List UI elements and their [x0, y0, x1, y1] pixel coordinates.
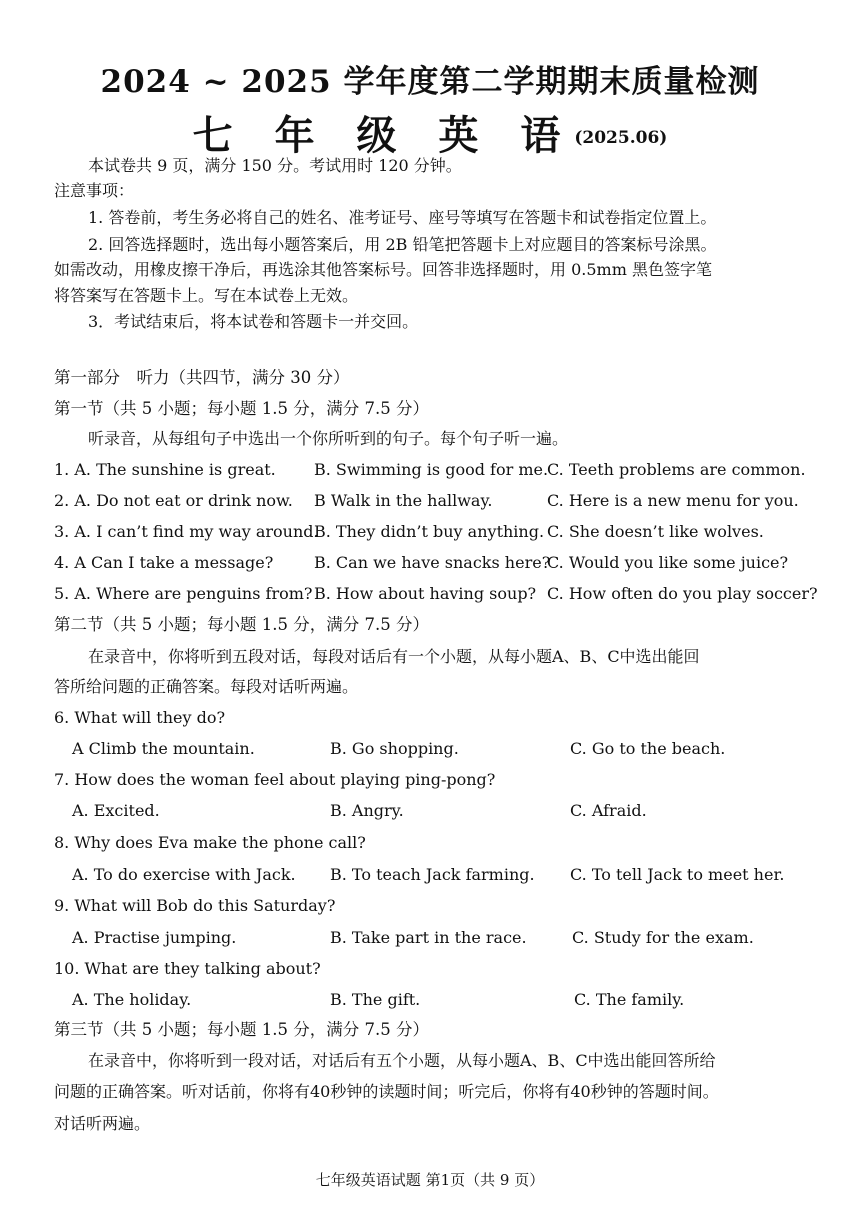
q7-option-b: B. Angry.: [330, 801, 404, 820]
q5-option-b: B. How about having soup?: [314, 584, 537, 603]
q3-option-b: B. They didn’t buy anything.: [314, 522, 545, 541]
q6-stem: 6. What will they do?: [54, 708, 226, 727]
q6-option-c: C. Go to the beach.: [570, 739, 726, 758]
q6-option-b: B. Go shopping.: [330, 739, 459, 758]
section3-instruction: 在录音中，你将听到一段对话，对话后有五个小题，从每小题A、B、C中选出能回答所给: [88, 1051, 716, 1070]
subject-title: [0, 104, 860, 161]
q5-option-c: C. How often do you play soccer?: [547, 584, 818, 603]
section3-title: 第三节（共 5 小题；每小题 1.5 分，满分 7.5 分）: [54, 1020, 429, 1039]
q4-option-c: C. Would you like some juice?: [547, 553, 789, 572]
q8-option-a: A. To do exercise with Jack.: [72, 865, 296, 884]
section2-instruction-cont: 答所给问题的正确答案。每段对话听两遍。: [54, 677, 359, 696]
notice-title: 注意事项：: [54, 181, 135, 200]
section1-title: 第一节（共 5 小题；每小题 1.5 分，满分 7.5 分）: [54, 399, 429, 418]
notice-item-2-cont2: 将答案写在答题卡上。写在本试卷上无效。: [54, 286, 359, 305]
q9-stem: 9. What will Bob do this Saturday?: [54, 896, 336, 915]
q3-option-a: 3. A. I can’t find my way around.: [54, 522, 319, 541]
q7-option-c: C. Afraid.: [570, 801, 647, 820]
part1-title: 第一部分 听力（共四节，满分 30 分）: [54, 368, 350, 387]
section2-instruction: 在录音中，你将听到五段对话，每段对话后有一个小题，从每小题A、B、C中选出能回: [88, 647, 700, 666]
notice-item-1: 1. 答卷前，考生务必将自己的姓名、准考证号、座号等填写在答题卡和试卷指定位置上。: [88, 208, 717, 227]
q8-option-c: C. To tell Jack to meet her.: [570, 865, 785, 884]
q1-option-c: C. Teeth problems are common.: [547, 460, 806, 479]
notice-item-2: 2. 回答选择题时，选出每小题答案后，用 2B 铅笔把答题卡上对应题目的答案标号涂黑。: [88, 235, 717, 254]
exam-date: (2025.06): [574, 128, 668, 148]
section3-instruction-cont2: 对话听两遍。: [54, 1114, 151, 1133]
q5-option-a: 5. A. Where are penguins from?: [54, 584, 313, 603]
q1-option-b: B. Swimming is good for me.: [314, 460, 549, 479]
q10-stem: 10. What are they talking about?: [54, 959, 321, 978]
notice-item-3: 3．考试结束后，将本试卷和答题卡一并交回。: [88, 312, 419, 331]
section3-instruction-cont: 问题的正确答案。听对话前，你将有40秒钟的读题时间；听完后，你将有40秒钟的答题时间。: [54, 1082, 719, 1101]
q10-option-b: B. The gift.: [330, 990, 421, 1009]
notice-item-2-cont: 如需改动，用橡皮擦干净后，再选涂其他答案标号。回答非选择题时，用 0.5mm 黑色签字笔: [54, 260, 712, 279]
q4-option-a: 4. A Can I take a message?: [54, 553, 274, 572]
q10-option-a: A. The holiday.: [72, 990, 192, 1009]
q8-stem: 8. Why does Eva make the phone call?: [54, 833, 366, 852]
q2-option-a: 2. A. Do not eat or drink now.: [54, 491, 293, 510]
q6-option-a: A Climb the mountain.: [72, 739, 255, 758]
q9-option-c: C. Study for the exam.: [572, 928, 754, 947]
q7-stem: 7. How does the woman feel about playing ping-pong?: [54, 770, 496, 789]
q4-option-b: B. Can we have snacks here?: [314, 553, 551, 572]
subject-name: 七 年 级 英 语: [192, 112, 575, 159]
q2-option-b: B Walk in the hallway.: [314, 491, 493, 510]
q9-option-a: A. Practise jumping.: [72, 928, 237, 947]
exam-title: 2024 ~ 2025 学年度第二学期期末质量检测: [100, 64, 760, 100]
page-footer: 七年级英语试题 第1页（共 9 页）: [315, 1171, 545, 1189]
q7-option-a: A. Excited.: [72, 801, 160, 820]
exam-summary: 本试卷共 9 页，满分 150 分。考试用时 120 分钟。: [88, 156, 462, 175]
q2-option-c: C. Here is a new menu for you.: [547, 491, 799, 510]
q9-option-b: B. Take part in the race.: [330, 928, 527, 947]
q3-option-c: C. She doesn’t like wolves.: [547, 522, 764, 541]
section2-title: 第二节（共 5 小题；每小题 1.5 分，满分 7.5 分）: [54, 615, 429, 634]
q10-option-c: C. The family.: [574, 990, 685, 1009]
q8-option-b: B. To teach Jack farming.: [330, 865, 535, 884]
section1-instruction: 听录音，从每组句子中选出一个你所听到的句子。每个句子听一遍。: [88, 429, 569, 448]
q1-option-a: 1. A. The sunshine is great.: [54, 460, 276, 479]
